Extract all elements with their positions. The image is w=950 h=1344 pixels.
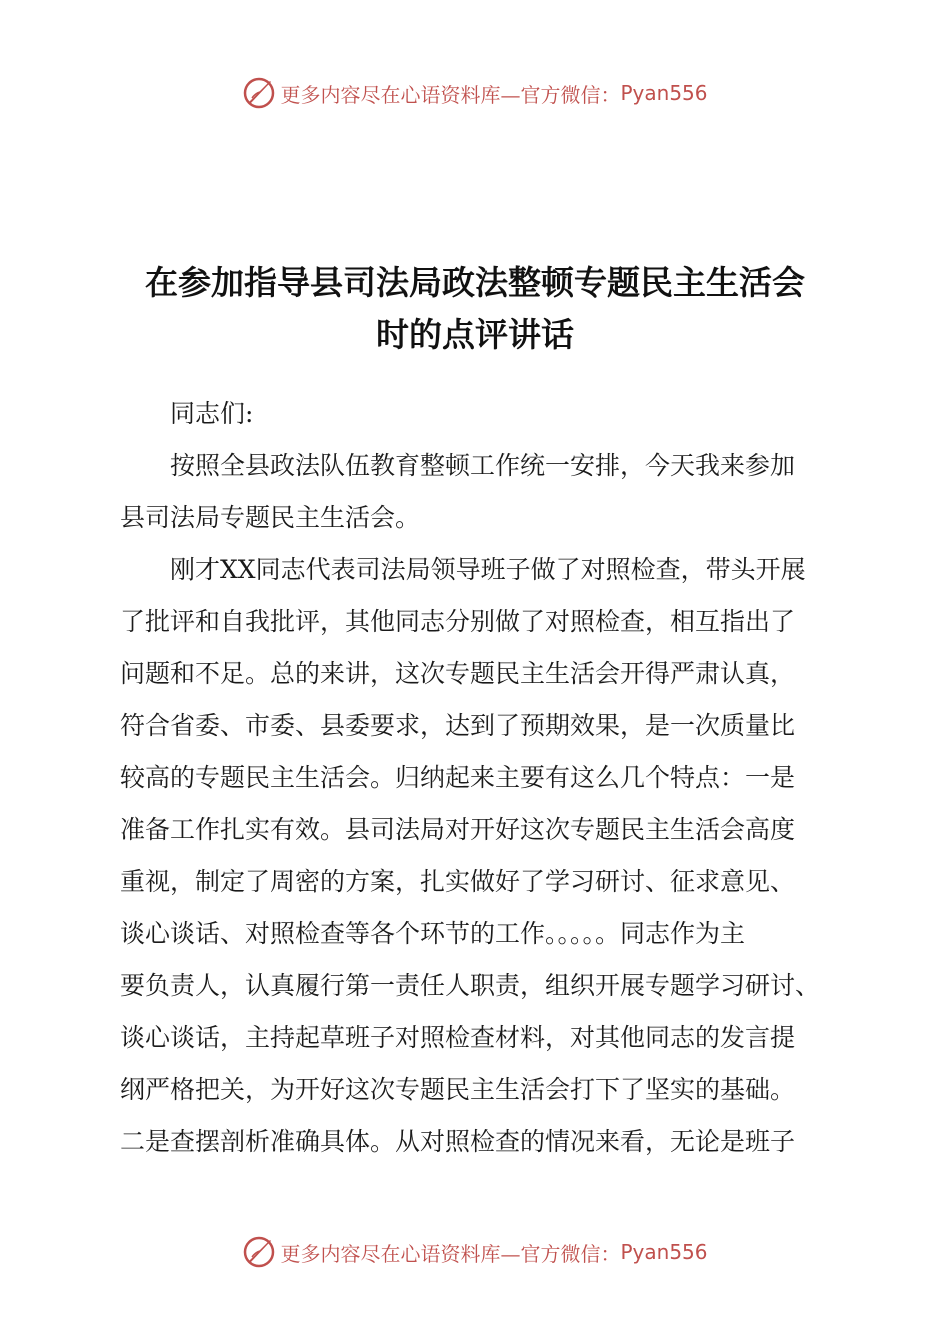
header-banner [0, 73, 950, 113]
banner-wechat-id: Pyan556 [620, 81, 708, 105]
body-line: 了批评和自我批评，其他同志分别做了对照检查，相互指出了 [120, 607, 796, 636]
banner-text: 更多内容尽在心语资料库—官方微信： [280, 1241, 621, 1266]
pen-circle-logo-icon [242, 1235, 276, 1269]
body-line: 问题和不足。总的来讲，这次专题民主生活会开得严肃认真， [120, 659, 796, 688]
pen-circle-logo-icon [242, 76, 276, 110]
footer-banner [0, 1232, 950, 1272]
body-line: 按照全县政法队伍教育整顿工作统一安排，今天我来参加 [120, 451, 796, 480]
body-line: 准备工作扎实有效。县司法局对开好这次专题民主生活会高度 [120, 815, 796, 844]
banner-text: 更多内容尽在心语资料库—官方微信： [280, 82, 621, 107]
body-line: 刚才XX同志代表司法局领导班子做了对照检查，带头开展 [120, 555, 806, 584]
body-line: 重视，制定了周密的方案，扎实做好了学习研讨、征求意见、 [120, 867, 796, 896]
body-line: 纲严格把关，为开好这次专题民主生活会打下了坚实的基础。 [120, 1075, 796, 1104]
body-line: 要负责人，认真履行第一责任人职责，组织开展专题学习研讨、 [120, 971, 821, 1000]
body-line: 二是查摆剖析准确具体。从对照检查的情况来看，无论是班子 [120, 1127, 796, 1156]
body-line: 符合省委、市委、县委要求，达到了预期效果，是一次质量比 [120, 711, 796, 740]
body-line: 谈心谈话、对照检查等各个环节的工作。。。。。同志作为主 [120, 919, 746, 948]
document-title-line-2: 时的点评讲话 [376, 315, 574, 354]
body-line: 谈心谈话，主持起草班子对照检查材料，对其他同志的发言提 [120, 1023, 796, 1052]
banner-wechat-id: Pyan556 [620, 1240, 708, 1264]
body-line: 同志们: [120, 399, 254, 428]
body-line: 较高的专题民主生活会。归纳起来主要有这么几个特点：一是 [120, 763, 796, 792]
body-line: 县司法局专题民主生活会。 [120, 503, 421, 532]
document-title-line-1: 在参加指导县司法局政法整顿专题民主生活会 [145, 263, 805, 302]
